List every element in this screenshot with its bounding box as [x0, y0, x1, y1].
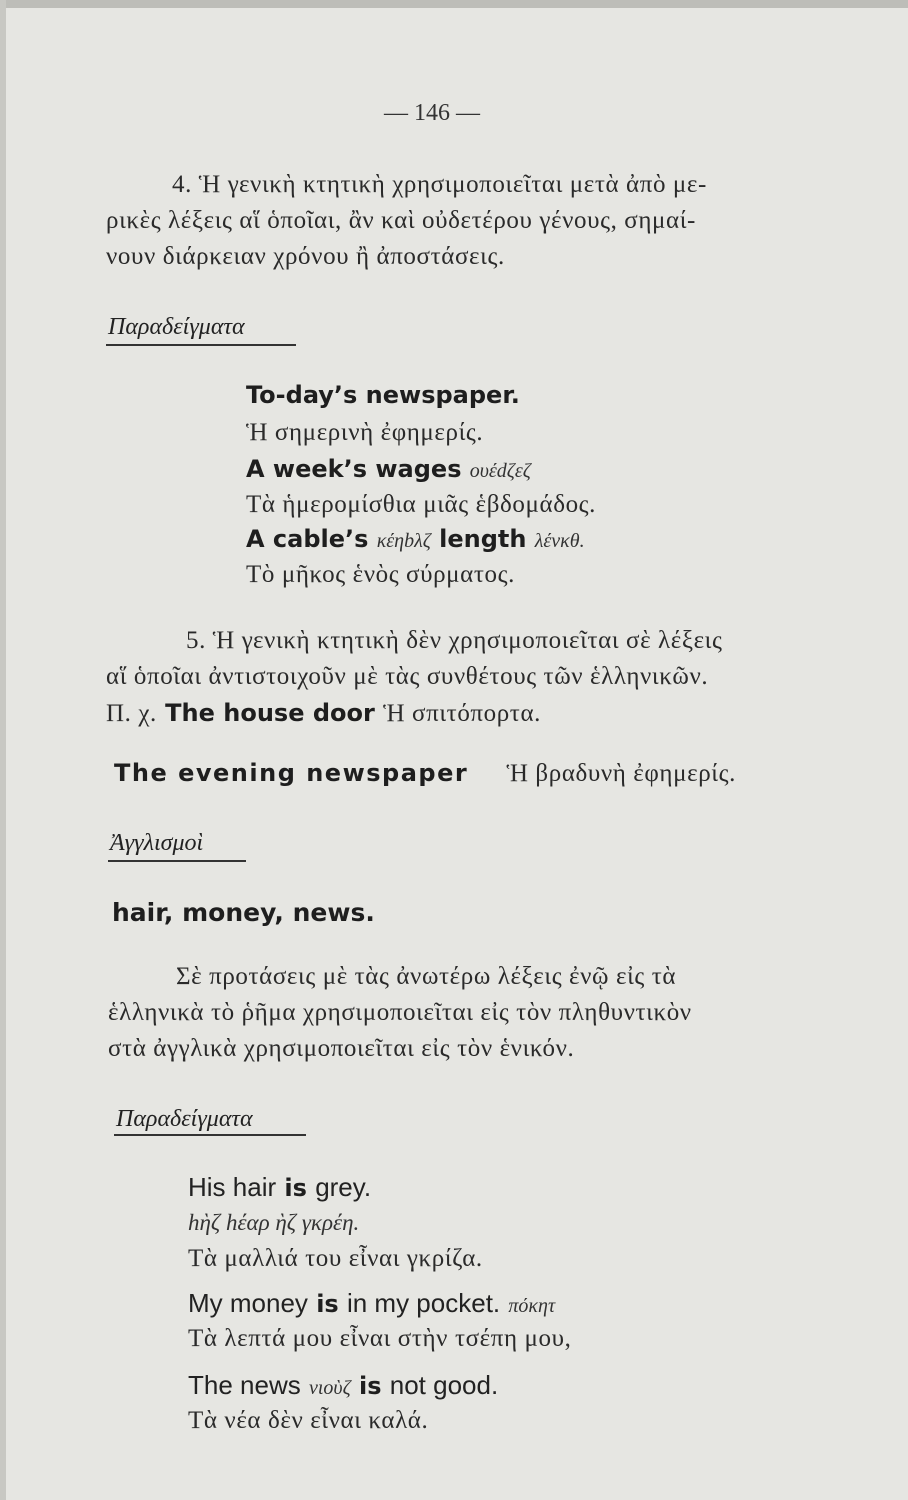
- example-row-news: [188, 1370, 498, 1403]
- example-gr-news: Τὰ νέα δὲν εἶναι καλά.: [188, 1407, 429, 1434]
- anglicisms-line1: Σὲ προτάσεις μὲ τὰς ἀνωτέρω λέξεις ἐνῷ εἰς τὰ: [176, 963, 677, 990]
- examples-heading-2: Παραδείγματα: [116, 1106, 253, 1132]
- anglicisms-heading: Ἀγγλισμοὶ: [110, 830, 204, 856]
- pronunciation-length: λένκθ.: [534, 530, 585, 552]
- para5-prefix: Π. χ.: [106, 700, 157, 727]
- anglicism-words: hair, money, news.: [112, 898, 375, 927]
- example-gr-money: Τὰ λεπτά μου εἶναι στὴν τσέπη μου,: [188, 1325, 572, 1352]
- example-en-is-2: is: [316, 1290, 339, 1318]
- example-gr-evening-newspaper: Ἡ βραδυνὴ ἐφημερίς.: [506, 760, 736, 787]
- example-en-todays-newspaper: To-day’s newspaper.: [246, 381, 520, 409]
- example-en-not-good: not good.: [389, 1370, 499, 1400]
- example-en-house-door: The house door: [165, 699, 375, 727]
- example-en-the-news: The news: [188, 1370, 301, 1400]
- example-en-my-money: My money: [188, 1288, 308, 1318]
- example-en-weeks-wages: A week’s wages: [246, 455, 462, 483]
- pronunciation-his-hair: hὴζ hέαρ ὴζ γκρέη.: [188, 1210, 360, 1235]
- pronunciation-wages: ουέdζεζ: [469, 460, 531, 482]
- heading-underline-3: [114, 1134, 306, 1136]
- example-row-cables-length: [246, 524, 585, 556]
- example-en-cables: A cable’s: [246, 525, 369, 553]
- example-en-length: length: [439, 525, 527, 553]
- heading-underline-2: [108, 860, 246, 862]
- anglicisms-line2: ἑλληνικὰ τὸ ῥῆμα χρησιμοποιεῖται εἰς τὸν πληθυντικὸν: [108, 999, 692, 1026]
- para4-line2: ρικὲς λέξεις αἵ ὁποῖαι, ἂν καὶ οὐδετέρου γένους, σημαί-: [106, 207, 696, 234]
- page-edge-left: [0, 0, 6, 1500]
- page-number: — 146 —: [384, 100, 480, 126]
- heading-underline-1: [106, 344, 296, 346]
- example-gr-todays-newspaper: Ἡ σημερινὴ ἐφημερίς.: [246, 419, 484, 446]
- example-en-is-3: is: [358, 1372, 382, 1400]
- pronunciation-news: νιοὺζ: [309, 1377, 351, 1399]
- example-row-weeks-wages: [246, 454, 531, 486]
- pronunciation-pocket: πόκητ: [508, 1295, 556, 1317]
- page-edge-top: [0, 0, 908, 8]
- example-row-money: [188, 1288, 555, 1321]
- para5-line1: 5. Ἡ γενικὴ κτητικὴ δὲν χρησιμοποιεῖται σὲ λέξεις: [186, 627, 723, 654]
- para5-line4: [114, 758, 736, 789]
- para4-line3: νουν διάρκειαν χρόνου ἢ ἀποστάσεις.: [106, 243, 505, 270]
- examples-heading-1: Παραδείγματα: [108, 314, 245, 340]
- anglicisms-line3: στὰ ἀγγλικὰ χρησιμοποιεῖται εἰς τὸν ἑνικόν.: [108, 1035, 575, 1062]
- example-en-his-hair: His hair: [188, 1172, 277, 1202]
- example-en-in-my-pocket: in my pocket.: [346, 1288, 501, 1318]
- para5-line3: [106, 698, 541, 729]
- example-en-evening-newspaper: The evening newspaper: [114, 759, 469, 787]
- example-gr-hair: Τὰ μαλλιά του εἶναι γκρίζα.: [188, 1245, 483, 1272]
- para5-line2: αἵ ὁποῖαι ἀντιστοιχοῦν μὲ τὰς συνθέτους τῶν ἑλληνικῶν.: [106, 663, 709, 690]
- example-gr-cables-length: Τὸ μῆκος ἑνὸς σύρματος.: [246, 561, 515, 588]
- example-en-is-1: is: [284, 1174, 307, 1202]
- example-gr-house-door: Ἡ σπιτόπορτα.: [383, 700, 542, 727]
- example-gr-weeks-wages: Τὰ ἡμερομίσθια μιᾶς ἑβδομάδος.: [246, 491, 597, 518]
- para4-line1: 4. Ἡ γενικὴ κτητικὴ χρησιμοποιεῖται μετὰ ἀπὸ με-: [172, 171, 707, 198]
- example-en-grey: grey.: [315, 1172, 372, 1202]
- example-row-hair: [188, 1172, 371, 1203]
- pronunciation-cables: κέηbλζ: [376, 530, 431, 552]
